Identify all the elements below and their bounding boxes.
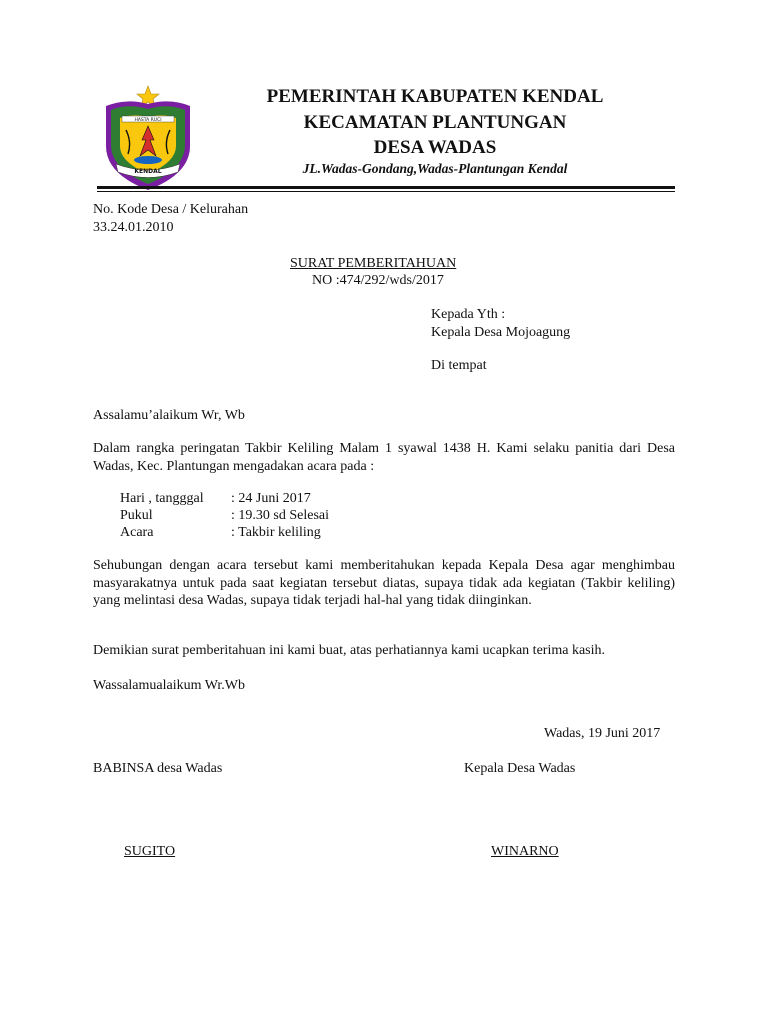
letterhead-government: PEMERINTAH KABUPATEN KENDAL [266, 86, 604, 107]
place-date: Wadas, 19 Juni 2017 [544, 726, 661, 741]
kendal-regency-emblem-icon [98, 84, 198, 192]
recipient-salutation: Kepada Yth : [431, 307, 506, 322]
closing-greeting: Wassalamualaikum Wr.Wb [93, 678, 246, 693]
letterhead-village: DESA WADAS [373, 137, 497, 158]
signatory-right-name: WINARNO [491, 844, 559, 859]
paragraph-intro: Dalam rangka peringatan Takbir Keliling Malam 1 syawal 1438 H. Kami selaku panitia dari Desa Wadas, Kec. Plantungan mengadakan acara pada : [93, 441, 675, 474]
letterhead-address: JL.Wadas-Gondang,Wadas-Plantungan Kendal [302, 161, 568, 176]
letter-title: SURAT PEMBERITAHUAN [290, 256, 457, 271]
paragraph-closing-thanks: Demikian surat pemberitahuan ini kami buat, atas perhatiannya kami ucapkan terima kasih. [93, 643, 605, 658]
village-code-value: 33.24.01.2010 [93, 220, 174, 235]
signatory-left-name: SUGITO [124, 844, 176, 859]
letterhead-divider-thick [97, 186, 675, 189]
greeting: Assalamu’alaikum Wr, Wb [93, 408, 245, 423]
letterhead-divider-thin [97, 191, 675, 192]
paragraph-notice: Sehubungan dengan acara tersebut kami memberitahukan kepada Kepala Desa agar menghimbau masyarakatnya untuk pada saat kegiatan tersebut diatas, supaya tidak ada kegiatan (Takbir keliling) yang melintasi desa Wadas, supaya tidak terjadi hal-hal yang tidak diinginkan. [93, 558, 675, 608]
svg-text:KENDAL: KENDAL [134, 168, 162, 175]
detail-value: : 24 Juni 2017 [231, 491, 311, 506]
detail-label: Hari , tangggal [120, 491, 204, 506]
svg-text:HASTA RUCI: HASTA RUCI [134, 118, 162, 123]
letterhead-district: KECAMATAN PLANTUNGAN [303, 112, 567, 133]
recipient-name: Kepala Desa Mojoagung [431, 325, 571, 340]
signatory-right-title: Kepala Desa Wadas [464, 761, 576, 776]
detail-label: Pukul [120, 508, 153, 523]
detail-value: : Takbir keliling [231, 525, 321, 540]
signatory-left-title: BABINSA desa Wadas [93, 761, 223, 776]
detail-label: Acara [120, 525, 154, 540]
village-code-label: No. Kode Desa / Kelurahan [93, 202, 249, 217]
letter-number: NO :474/292/wds/2017 [312, 273, 444, 288]
detail-value: : 19.30 sd Selesai [231, 508, 329, 523]
recipient-place: Di tempat [431, 358, 487, 373]
